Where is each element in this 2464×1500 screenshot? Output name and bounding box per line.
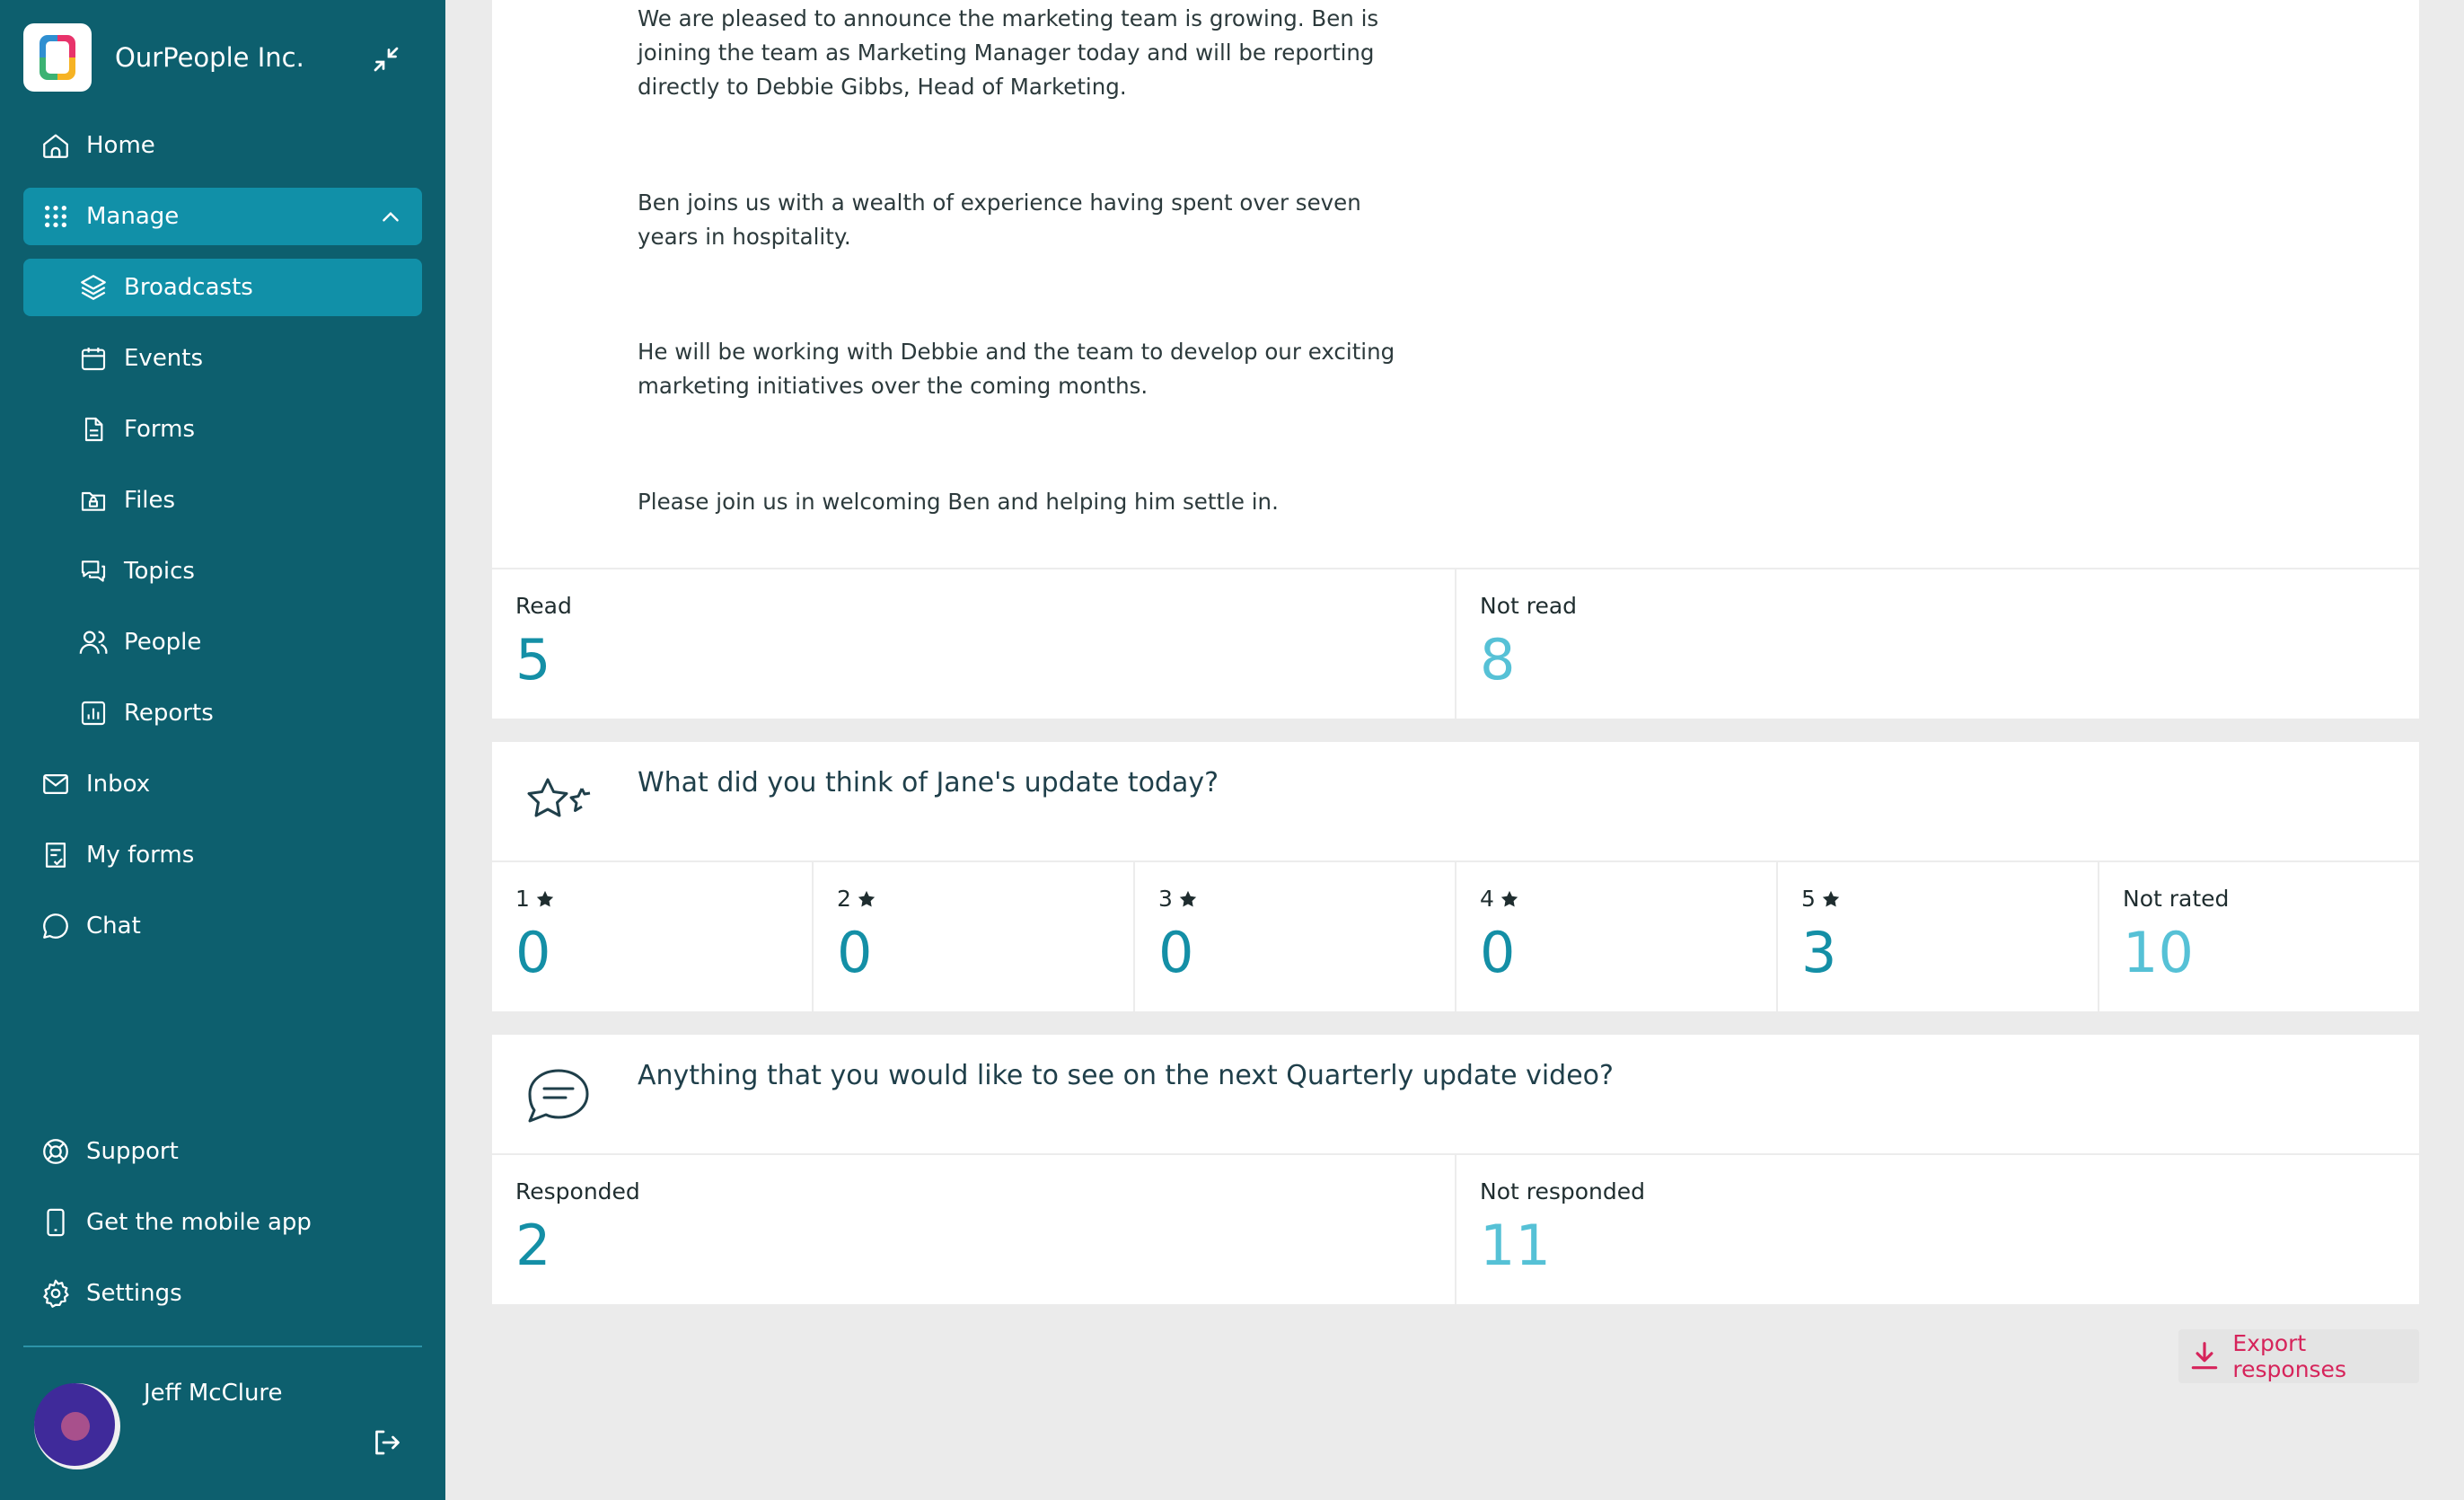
mail-icon [38,766,74,802]
text-question-card [492,1035,2419,1304]
logout-icon[interactable] [366,1423,406,1462]
nav-my-forms-label: My forms [86,842,195,869]
nav-reports[interactable] [23,684,422,742]
nav-settings[interactable] [23,1265,422,1322]
collapse-sidebar-icon[interactable] [366,40,406,79]
rating-question-text: What did you think of Jane's update today? [638,767,1219,799]
nav-chat[interactable] [23,897,422,955]
nav-events-label: Events [124,345,204,372]
export-responses-button[interactable] [2178,1329,2419,1383]
org-logo [23,23,92,92]
bar-chart-icon [75,695,111,731]
document-icon [75,411,111,447]
nav-mobile-app[interactable] [23,1194,422,1251]
stat-read-label: Read [515,593,572,619]
avatar[interactable] [34,1383,120,1469]
rating-4-value: 0 [1480,920,1516,985]
lifebuoy-icon [38,1134,74,1169]
nav-broadcasts-label: Broadcasts [124,274,253,301]
sidebar-divider [23,1346,422,1347]
text-question-text: Anything that you would like to see on the next Quarterly update video? [638,1060,1614,1091]
people-icon [75,624,111,660]
chevron-up-icon [379,206,402,235]
nav-my-forms[interactable] [23,826,422,884]
rating-1-stars [492,862,814,1011]
calendar-icon [75,340,111,376]
home-icon [38,128,74,163]
nav-files-label: Files [124,487,176,514]
article-paragraph: Please join us in welcoming Ben and helping him settle in. [638,489,1279,515]
stat-not-responded-value: 11 [1480,1213,1551,1278]
chat-bubbles-icon [75,553,111,589]
nav-inbox[interactable] [23,755,422,813]
sidebar [0,0,445,1500]
article-paragraph: Ben joins us with a wealth of experience having spent over seven years in hospitality. [638,190,1361,250]
stat-read-value: 5 [515,627,551,693]
nav-support[interactable] [23,1123,422,1180]
stat-not-read-value: 8 [1480,627,1516,693]
stat-not-responded [1456,1155,2419,1304]
gear-icon [38,1275,74,1311]
star-icon [1500,889,1519,909]
broadcast-article-card [492,0,2419,568]
not-rated-label: Not rated [2123,886,2230,912]
nav-settings-label: Settings [86,1280,182,1307]
rating-2-stars [814,862,1135,1011]
nav-manage[interactable] [23,188,422,245]
nav-home-label: Home [86,132,155,159]
rating-3-label: 3 [1158,886,1173,912]
rating-5-label: 5 [1801,886,1816,912]
folder-lock-icon [75,482,111,518]
star-rating-icon [524,774,605,837]
nav-people-label: People [124,629,202,656]
nav-inbox-label: Inbox [86,771,151,798]
phone-icon [38,1204,74,1240]
rating-5-value: 3 [1801,920,1837,985]
nav-reports-label: Reports [124,700,214,727]
nav-topics-label: Topics [124,558,195,585]
rating-4-label: 4 [1480,886,1494,912]
star-icon [535,889,555,909]
stat-read [492,569,1456,719]
stat-not-read-label: Not read [1480,593,1578,619]
stat-responded-value: 2 [515,1213,551,1278]
rating-1-label: 1 [515,886,530,912]
article-paragraph: He will be working with Debbie and the team to develop our exciting marketing initiatives over the coming months. [638,339,1395,399]
star-icon [1821,889,1841,909]
nav-forms[interactable] [23,401,422,458]
nav-support-label: Support [86,1138,179,1165]
chat-icon [38,908,74,944]
layers-icon [75,269,111,305]
article-paragraph: We are pleased to announce the marketing team is growing. Ben is joining the team as Marketing Manager today and will be reporting directly to Debbie Gibbs, Head of Marketing. [638,5,1379,100]
nav-home[interactable] [23,117,422,174]
speech-bubble-icon [524,1067,605,1130]
stat-not-responded-label: Not responded [1480,1178,1646,1204]
user-name: Jeff McClure [144,1380,283,1407]
nav-topics[interactable] [23,543,422,600]
stat-not-read [1456,569,2419,719]
nav-forms-label: Forms [124,416,196,443]
rating-3-stars [1135,862,1456,1011]
stat-responded [492,1155,1456,1304]
rating-2-value: 0 [837,920,873,985]
rating-2-label: 2 [837,886,851,912]
stat-responded-label: Responded [515,1178,640,1204]
rating-4-stars [1456,862,1778,1011]
nav-chat-label: Chat [86,913,141,940]
nav-files[interactable] [23,472,422,529]
not-rated-value: 10 [2123,920,2194,985]
form-check-icon [38,837,74,873]
nav-broadcasts[interactable] [23,259,422,316]
star-icon [857,889,876,909]
rating-question-header [492,742,2419,862]
brand[interactable] [23,23,304,92]
rating-3-value: 0 [1158,920,1194,985]
read-stats-card [492,568,2419,719]
export-responses-label: Export responses [2232,1330,2346,1382]
org-name: OurPeople Inc. [115,42,304,73]
text-question-header [492,1035,2419,1155]
rating-1-value: 0 [515,920,551,985]
nav-events[interactable] [23,330,422,387]
rating-question-card [492,742,2419,1011]
download-icon [2187,1338,2222,1374]
grid-icon [38,199,74,234]
nav-mobile-app-label: Get the mobile app [86,1209,312,1236]
nav-people[interactable] [23,613,422,671]
nav-manage-label: Manage [86,203,180,230]
rating-5-stars [1778,862,2099,1011]
star-icon [1178,889,1198,909]
rating-not-rated [2099,862,2419,1011]
